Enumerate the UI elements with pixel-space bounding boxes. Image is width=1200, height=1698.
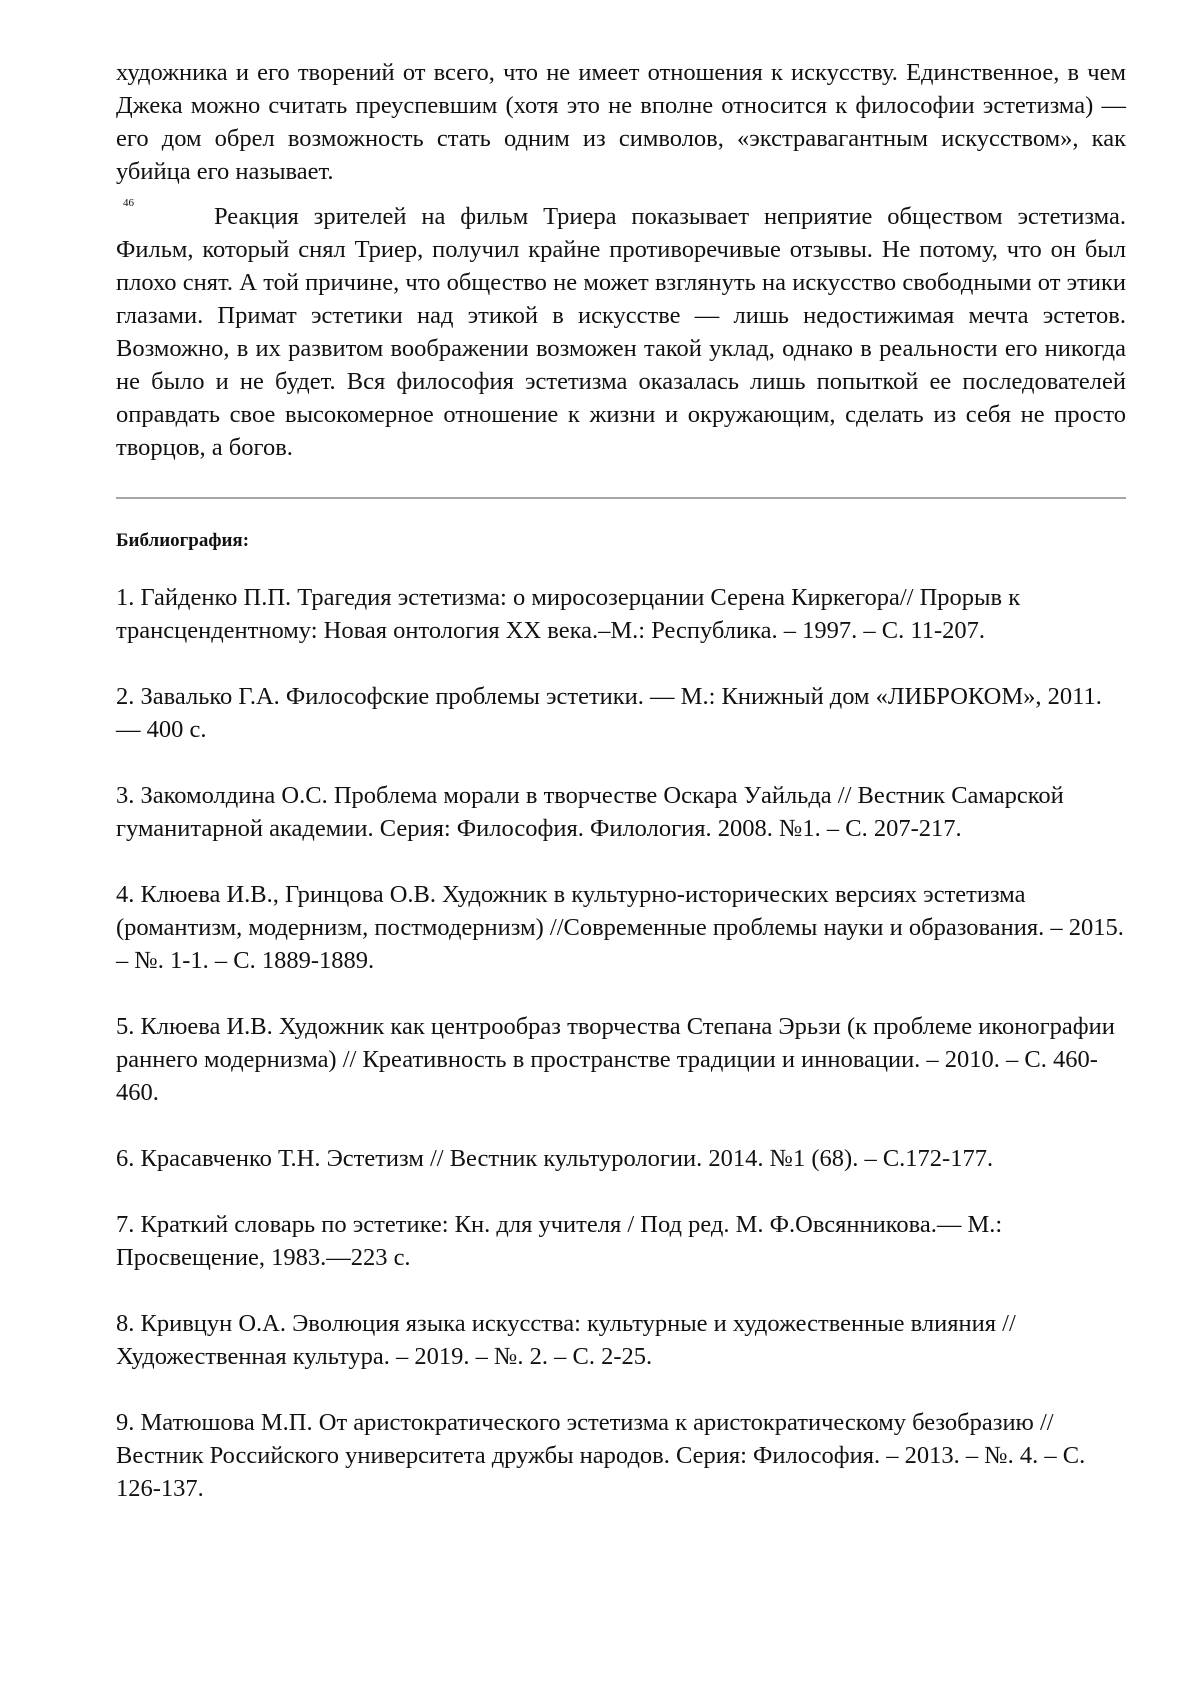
bibliography-item-4: 4. Клюева И.В., Гринцова О.В. Художник в культурно-исторических версиях эстетизма (романтизм, модернизм, постмодернизм) //Современные проблемы науки и образования. – 2015. – №. 1-1. – С. 1889-1889. <box>116 881 1124 974</box>
bibliography-item-9: 9. Матюшова М.П. От аристократического эстетизма к аристократическому безобразию //Вестник Российского университета дружбы народов. Серия: Философия. – 2013. – №. 4. – С. 126-137. <box>116 1409 1086 1502</box>
bibliography-item-5: 5. Клюева И.В. Художник как центрообраз творчества Степана Эрьзи (к проблеме иконографии раннего модернизма) // Креативность в пространстве традиции и инновации. – 2010. – С. 460-460. <box>116 1013 1115 1106</box>
bibliography-item-2: 2. Завалько Г.А. Философские проблемы эстетики. — М.: Книжный дом «ЛИБРОКОМ», 2011. — 400 с. <box>116 683 1102 743</box>
body-paragraph-1: художника и его творений от всего, что не имеет отношения к искусству. Единственное, в чем Джека можно считать преуспевшим (хотя это не вполне относится к философии эстетизма) — его дом обрел возможность стать одним из символов, «экстравагантным искусством», как убийца его называет. <box>116 59 1126 185</box>
bibliography-item-1: 1. Гайденко П.П. Трагедия эстетизма: о миросозерцании Серена Киркегора// Прорыв к трансцендентному: Новая онтология XX века.–М.: Республика. – 1997. – С. 11-207. <box>116 584 1021 644</box>
document-page <box>116 56 1126 1538</box>
bibliography-item-3: 3. Закомолдина О.С. Проблема морали в творчестве Оскара Уайльда // Вестник Самарской гуманитарной академии. Серия: Философия. Филология. 2008. №1. – С. 207-217. <box>116 782 1064 842</box>
bibliography-heading: Библиография: <box>116 530 250 551</box>
bibliography-item-7: 7. Краткий словарь по эстетике: Кн. для учителя / Под ред. М. Ф.Овсянникова.— М.: Просвещение, 1983.—223 с. <box>116 1211 1003 1271</box>
bibliography-item-8: 8. Кривцун О.А. Эволюция языка искусства: культурные и художественные влияния //Художественная культура. – 2019. – №. 2. – С. 2-25. <box>116 1310 1016 1370</box>
body-paragraph-2-text: Реакция зрителей на фильм Триера показывает неприятие обществом эстетизма. Фильм, который снял Триер, получил крайне противоречивые отзывы. Не потому, что он был плохо снят. А той причине, что общество не может взглянуть на искусство свободными от этики глазами. Примат эстетики над этикой в искусстве — лишь недостижимая мечта эстетов. Возможно, в их развитом воображении возможен такой уклад, однако в реальности его никогда не было и не будет. Вся философия эстетизма оказалась лишь попыткой ее последователей оправдать свое высокомерное отношение к жизни и окружающим, сделать из себя не просто творцов, а богов. <box>116 203 1126 461</box>
paragraph-number: 46 <box>123 197 134 209</box>
bibliography-item-6: 6. Красавченко Т.Н. Эстетизм // Вестник культурологии. 2014. №1 (68). – С.172-177. <box>116 1145 994 1172</box>
body-paragraph-2 <box>116 197 1126 464</box>
section-divider <box>116 497 1126 499</box>
bibliography-list <box>116 581 1126 1505</box>
